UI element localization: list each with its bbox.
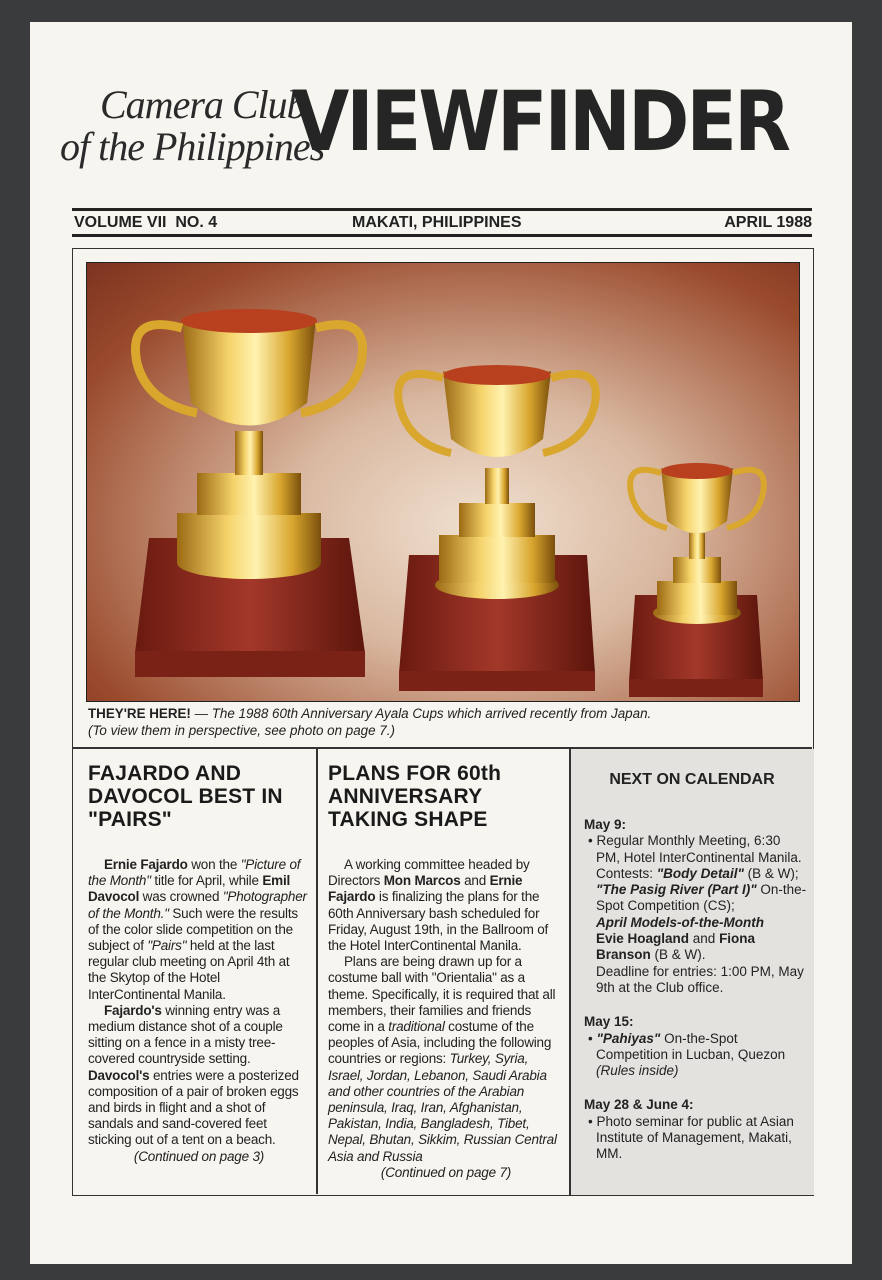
top-rule (72, 208, 812, 211)
article1-headline: FAJARDO AND DAVOCOL BEST IN "PAIRS" (88, 762, 283, 831)
bottom-rule (72, 234, 812, 237)
article-60th-anniversary (328, 750, 564, 1194)
trophy-small (629, 463, 764, 697)
newsletter-title: VIEWFINDER (292, 74, 788, 171)
article2-headline: PLANS FOR 60th ANNIVERSARY TAKING SHAPE (328, 762, 502, 831)
trophy-medium (398, 365, 596, 691)
article1-continued: (Continued on page 3) (133, 1148, 265, 1164)
club-name-line1: Camera Club (100, 82, 306, 127)
trophies-photo (86, 262, 800, 702)
trophies-illustration (87, 263, 799, 701)
column-divider-1 (316, 748, 318, 1194)
event1-detail: • Regular Monthly Meeting, 6:30 PM, Hotel InterContinental Manila. Contests: "Body Detail" (B & W); "The Pasig River (Part I)" On-the-Spot Competition (CS); April Models-of-the-Month Evie Hoagland and Fiona Branson (B & W). Deadline for entries: 1:00 PM, May 9th at the Club office. (588, 833, 807, 995)
club-name-line2: of the Philippines (60, 124, 325, 169)
trophy-large (135, 309, 365, 677)
calendar-heading: NEXT ON CALENDAR (609, 771, 775, 788)
article2-body: A working committee headed by Directors Mon Marcos and Ernie Fajardo is finalizing the plans for the 60th Anniversary bash scheduled for Friday, August 19th, in the Ballroom of the Hotel InterContinental Manila. Plans are being drawn up for a costume ball with "Orientalia" as a theme. Specifically, it is required that all members, their families and friends come in a traditional costume of the peoples of Asia, including the following countries or regions: Turkey, Syria, Israel, Jordan, Lebanon, Saudi Arabia and other countries of the Arabian peninsula, Iraq, Iran, Afghanistan, Pakistan, India, Bangladesh, Tibet, Nepal, Bhutan, Sikkim, Russian Central Asia and Russia (Continued on page 7) (328, 857, 564, 1181)
event3-detail: • Photo seminar for public at Asian Institute of Management, Makati, MM. (588, 1113, 794, 1162)
event1-date: May 9: (584, 817, 627, 832)
calendar-sidebar (570, 749, 814, 1195)
masthead (30, 22, 852, 202)
article1-body: Ernie Fajardo won the "Picture of the Month" title for April, while Emil Davocol was crowned "Photographer of the Month." Such were the results of the color slide competition on the subject of "Pairs" held at the last regular club meeting on April 4th at the Skytop of the Hotel InterContinental Manila. Fajardo's winning entry was a medium distance shot of a couple sitting on a fence in a misty tree-covered countryside setting. Davocol's entries were a posterized composition of a pair of broken eggs and birds in flight and a shot of sandals and sand-covered feet sticking out of a tent on a beach. (Continued on page 3) (88, 857, 310, 1165)
place-label: MAKATI, PHILIPPINES (352, 214, 522, 231)
event2-detail: • "Pahiyas" On-the-Spot Competition in Lucban, Quezon (Rules inside) (588, 1030, 786, 1079)
event3-date: May 28 & June 4: (584, 1097, 694, 1113)
calendar-events (584, 817, 808, 1163)
article-fajardo-davocol (88, 750, 310, 1194)
article2-continued: (Continued on page 7) (380, 1164, 512, 1180)
column-divider-2 (569, 749, 571, 1195)
club-name (60, 84, 324, 168)
date-label: APRIL 1988 (724, 214, 812, 231)
caption-text: — The 1988 60th Anniversary Ayala Cups which arrived recently from Japan. (190, 706, 652, 721)
photo-caption (88, 705, 808, 739)
volume-label: VOLUME VII NO. 4 (74, 214, 218, 231)
caption-line2: (To view them in perspective, see photo on page 7.) (88, 723, 395, 738)
event2-date: May 15: (584, 1014, 634, 1030)
issue-info-bar (74, 214, 814, 234)
newsletter-page (30, 22, 852, 1264)
caption-lead: THEY'RE HERE! (88, 706, 191, 721)
